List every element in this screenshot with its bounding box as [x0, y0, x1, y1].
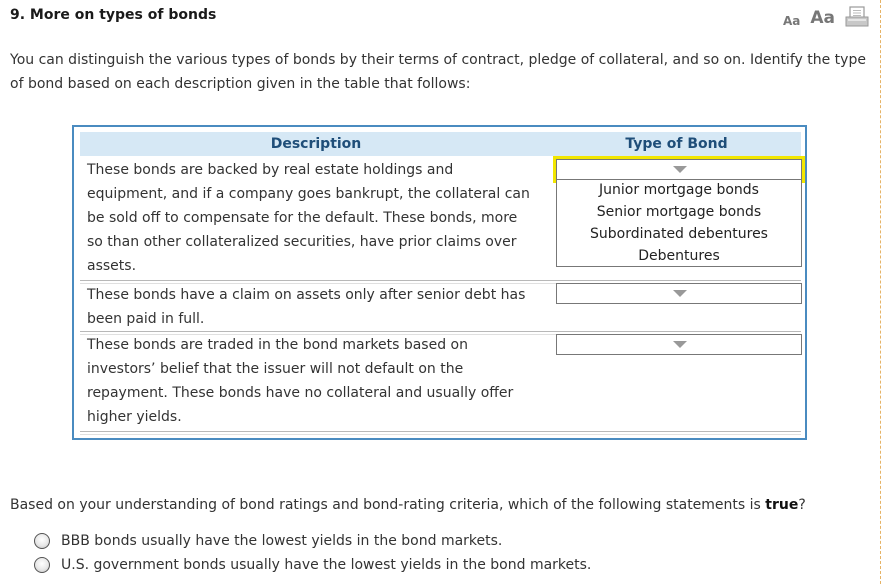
description-line: higher yields. — [87, 409, 182, 425]
description-line: equipment, and if a company goes bankrupt, the collateral can — [87, 186, 530, 202]
header-description: Description — [270, 136, 362, 152]
description-line: assets. — [87, 258, 137, 274]
answer-choice-label: U.S. government bonds usually have the lowest yields in the bond markets. — [61, 557, 592, 573]
description-line: repayment. These bonds have no collateral and usually offer — [87, 385, 514, 401]
dropdown-option-subordinated-debentures[interactable]: Subordinated debentures — [590, 226, 768, 242]
font-size-small-button[interactable]: Aa — [782, 14, 801, 28]
description-line: These bonds are traded in the bond markets based on — [87, 337, 468, 353]
bond-type-dropdown-row-2[interactable] — [556, 283, 802, 304]
radio-button[interactable] — [34, 533, 50, 549]
page-edge-divider — [880, 0, 881, 584]
description-line: been paid in full. — [87, 311, 205, 327]
printer-icon[interactable] — [845, 6, 869, 28]
table-header-row — [80, 132, 801, 156]
description-line: These bonds are backed by real estate holdings and — [87, 162, 454, 178]
dropdown-option-senior-mortgage-bonds[interactable]: Senior mortgage bonds — [596, 204, 762, 220]
bond-type-dropdown-row-1[interactable] — [556, 159, 802, 180]
toolbar — [783, 6, 869, 28]
followup-prompt — [10, 494, 806, 516]
row-divider — [80, 431, 801, 432]
description-line: These bonds have a claim on assets only after senior debt has — [87, 287, 526, 303]
font-size-large-button[interactable]: Aa — [810, 8, 835, 28]
description-line: so than other collateralized securities, have prior claims over — [87, 234, 517, 250]
table-row-3-description — [87, 333, 552, 429]
followup-prompt-text: Based on your understanding of bond ratings and bond-rating criteria, which of the following statements is — [10, 497, 766, 513]
row-divider — [80, 331, 801, 332]
header-type-of-bond: Type of Bond — [625, 136, 728, 152]
answer-choice-label: BBB bonds usually have the lowest yields in the bond markets. — [61, 533, 503, 549]
table-row-2-description — [87, 283, 552, 331]
bond-type-dropdown-menu — [556, 180, 802, 267]
chevron-down-icon — [673, 166, 687, 173]
chevron-down-icon — [673, 341, 687, 348]
radio-button[interactable] — [34, 557, 50, 573]
description-line: investors’ belief that the issuer will not default on the — [87, 361, 464, 377]
table-row-1-description — [87, 158, 552, 278]
answer-choice-2[interactable] — [34, 555, 591, 575]
dropdown-option-junior-mortgage-bonds[interactable]: Junior mortgage bonds — [599, 182, 759, 198]
dropdown-option-debentures[interactable]: Debentures — [638, 248, 720, 264]
intro-text: You can distinguish the various types of bonds by their terms of contract, pledge of collateral, and so on. Identify the type of bond based on each description given in the table that follows: — [10, 52, 866, 92]
followup-prompt-emphasis: true — [765, 497, 799, 513]
answer-choice-1[interactable] — [34, 531, 502, 551]
row-divider — [80, 280, 801, 281]
bond-type-dropdown-row-3[interactable] — [556, 334, 802, 355]
description-line: be sold off to compensate for the default. These bonds, more — [87, 210, 518, 226]
followup-prompt-end: ? — [798, 497, 806, 513]
question-title: 9. More on types of bonds — [10, 7, 217, 23]
chevron-down-icon — [673, 290, 687, 297]
